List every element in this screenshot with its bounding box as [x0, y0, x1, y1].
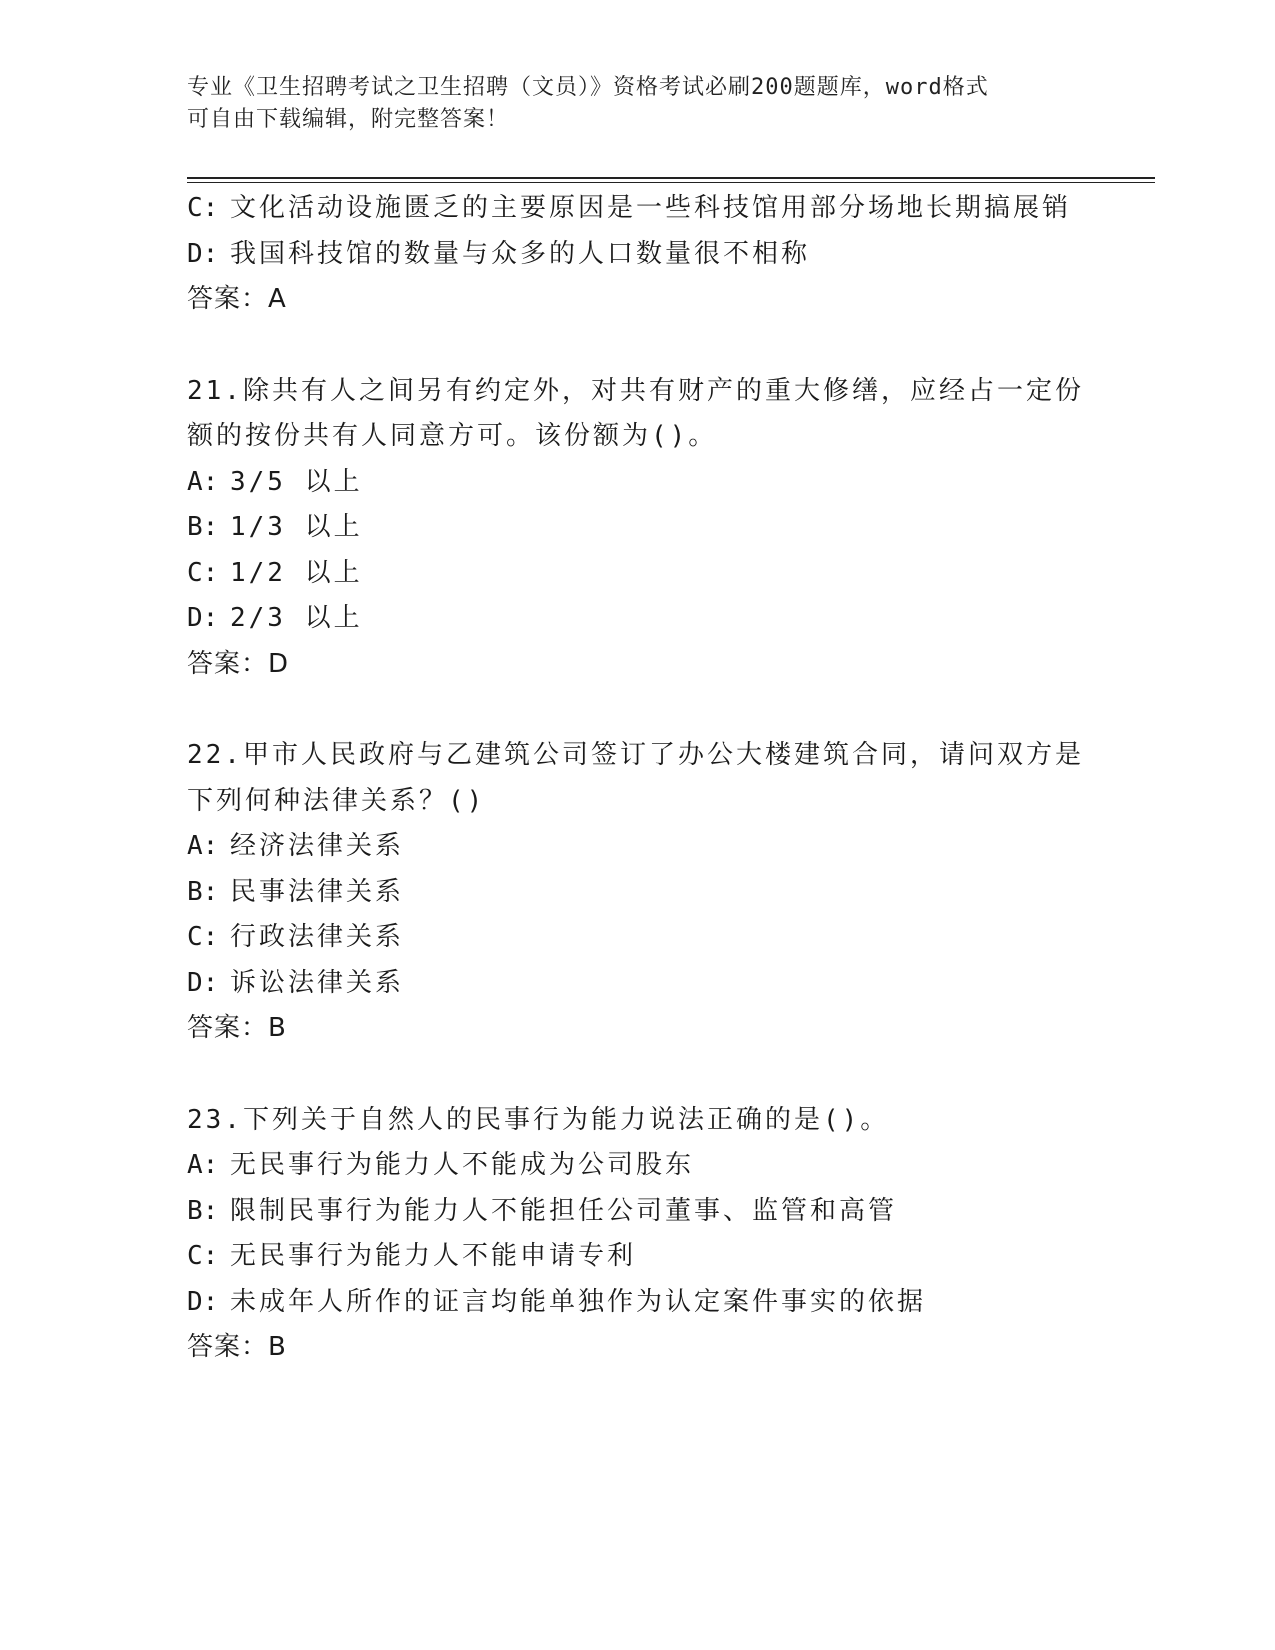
option-text: 2/3 以上	[230, 603, 363, 633]
question-list	[187, 186, 1147, 1371]
option-text: 3/5 以上	[230, 466, 363, 497]
option-letter: B:	[187, 876, 219, 907]
option-letter: A:	[187, 1150, 219, 1180]
header-title-line-2: 可自由下载编辑，附完整答案！	[187, 107, 510, 132]
question-23	[187, 1098, 1147, 1371]
answer: 答案：A	[187, 284, 287, 314]
option-text: 我国科技馆的数量与众多的人口数量很不相称	[230, 238, 811, 269]
option-letter: C:	[187, 922, 219, 952]
option-text: 无民事行为能力人不能申请专利	[230, 1241, 637, 1271]
header-divider	[187, 177, 1155, 183]
option-d	[187, 961, 1147, 1007]
option-c	[187, 551, 1147, 597]
option-a	[187, 460, 1147, 506]
option-c	[187, 186, 1147, 232]
option-letter: D:	[187, 238, 219, 269]
answer: 答案：D	[187, 648, 290, 679]
option-text: 1/2 以上	[230, 557, 363, 588]
option-a	[187, 824, 1147, 870]
option-text: 文化活动设施匮乏的主要原因是一些科技馆用部分场地长期搞展销	[230, 193, 1072, 223]
question-stem: 额的按份共有人同意方可。该份额为()。	[187, 421, 718, 451]
option-a	[187, 1143, 1147, 1189]
option-b	[187, 505, 1147, 551]
option-letter: D:	[187, 967, 219, 998]
answer: 答案：B	[187, 1332, 287, 1362]
option-letter: A:	[187, 466, 219, 497]
question-22	[187, 733, 1147, 1052]
option-letter: D:	[187, 1286, 219, 1317]
option-letter: A:	[187, 831, 219, 861]
option-text: 限制民事行为能力人不能担任公司董事、监管和高管	[230, 1195, 898, 1226]
option-letter: B:	[187, 1195, 219, 1226]
option-text: 诉讼法律关系	[230, 967, 405, 998]
option-text: 未成年人所作的证言均能单独作为认定案件事实的依据	[230, 1286, 927, 1317]
option-d	[187, 1280, 1147, 1326]
option-c	[187, 1234, 1147, 1280]
option-letter: C:	[187, 1241, 219, 1271]
option-letter: C:	[187, 193, 219, 223]
option-letter: B:	[187, 512, 219, 542]
question-stem: 21.除共有人之间另有约定外，对共有财产的重大修缮，应经占一定份	[187, 375, 1084, 406]
option-letter: D:	[187, 603, 219, 633]
question-20-continued	[187, 186, 1147, 323]
option-text: 1/3 以上	[230, 512, 363, 542]
option-c	[187, 915, 1147, 961]
option-b	[187, 1189, 1147, 1235]
page-header	[187, 72, 1087, 136]
option-b	[187, 870, 1147, 916]
option-text: 无民事行为能力人不能成为公司股东	[230, 1150, 695, 1180]
question-21	[187, 369, 1147, 688]
question-stem: 下列何种法律关系？()	[187, 785, 486, 816]
option-text: 民事法律关系	[230, 876, 405, 907]
option-letter: C:	[187, 557, 219, 588]
header-title-line-1: 专业《卫生招聘考试之卫生招聘（文员）》资格考试必刷200题题库，word格式	[187, 75, 989, 100]
question-stem: 23.下列关于自然人的民事行为能力说法正确的是()。	[187, 1104, 890, 1135]
option-d	[187, 596, 1147, 642]
option-text: 行政法律关系	[230, 922, 405, 952]
question-stem: 22.甲市人民政府与乙建筑公司签订了办公大楼建筑合同，请问双方是	[187, 740, 1084, 770]
answer: 答案：B	[187, 1013, 287, 1043]
option-d	[187, 232, 1147, 278]
option-text: 经济法律关系	[230, 831, 405, 861]
